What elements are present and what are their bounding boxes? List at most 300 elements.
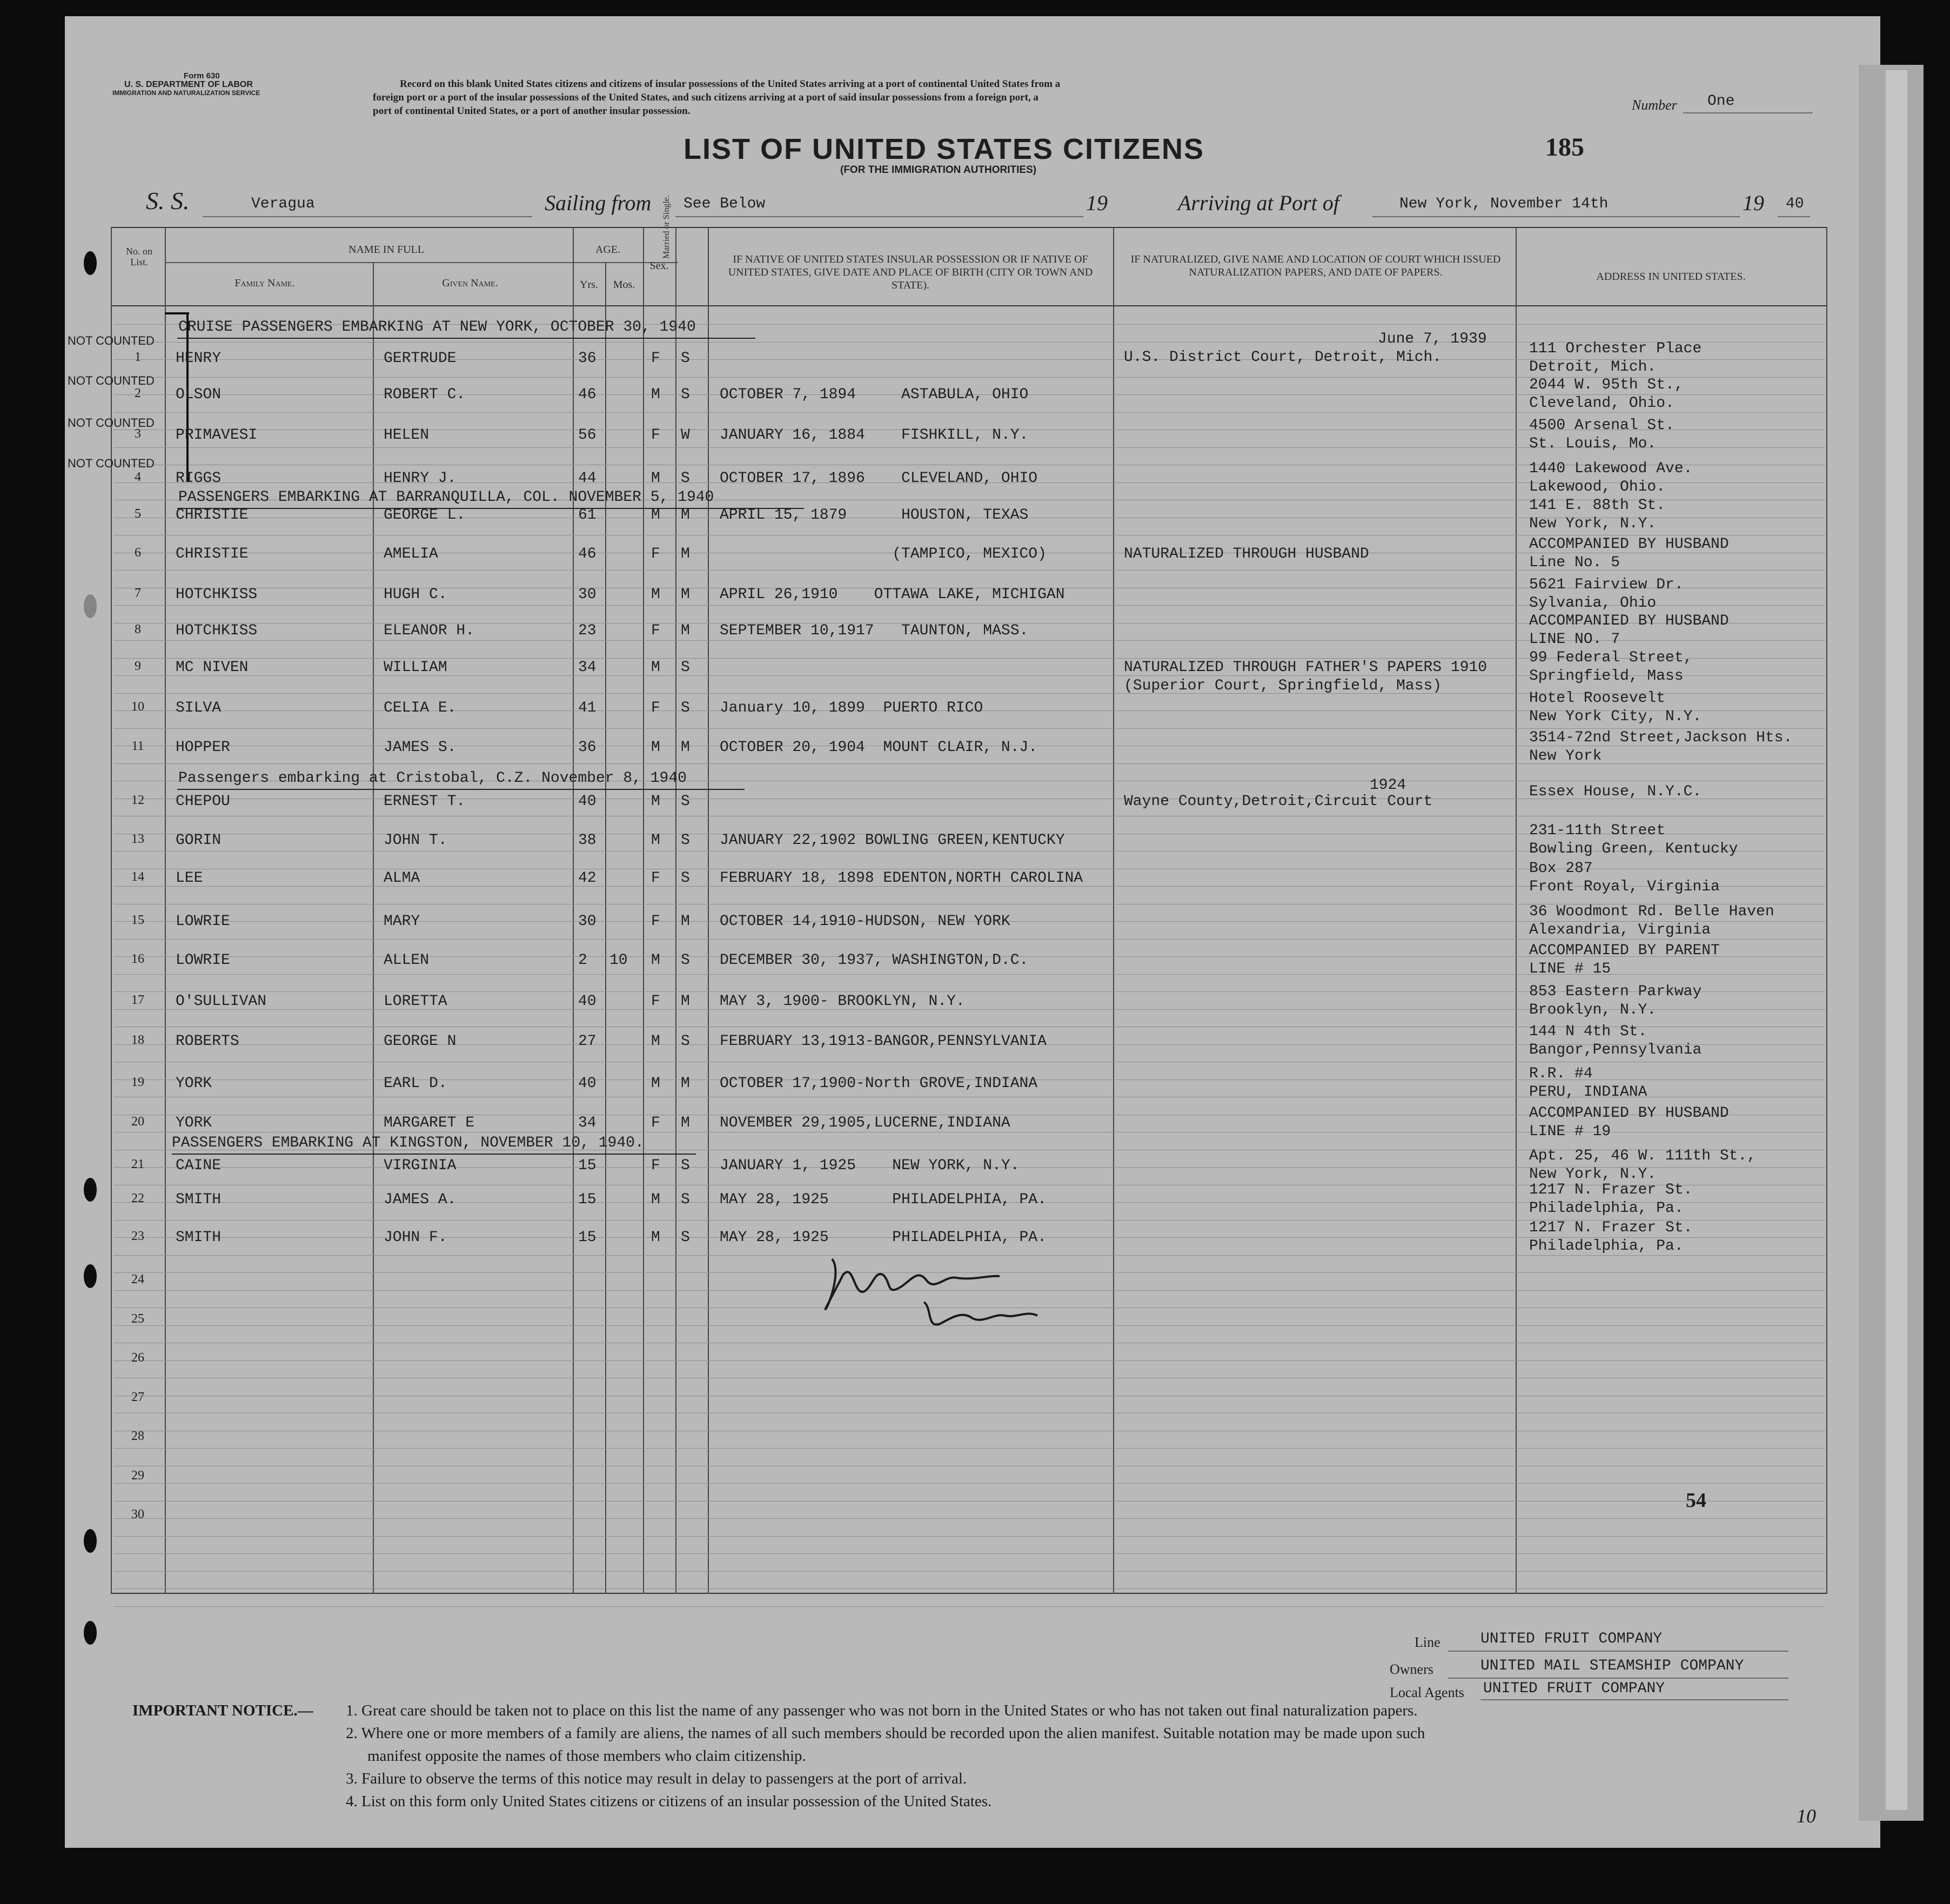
address-line-1: 141 E. 88th St. [1529,497,1666,514]
row-number: 11 [131,739,144,753]
given-name: JAMES A. [384,1191,457,1208]
col-divider [1516,227,1517,1594]
address-line-1: 3514-72nd Street,Jackson Hts. [1529,729,1793,746]
given-name: ALMA [384,870,420,887]
sex: F [651,1115,660,1131]
sex: M [651,1229,660,1246]
col-divider [605,262,606,1594]
cruise-bracket-top [165,312,189,314]
address-line-1: 4500 Arsenal St. [1529,417,1674,434]
age-years: 30 [578,913,597,930]
given-name: WILLIAM [384,659,447,676]
given-name: LORETTA [384,993,447,1010]
col-divider [643,227,644,1594]
row-number: 8 [135,622,141,636]
birth-info: OCTOBER 14,1910-HUDSON, NEW YORK [720,913,1010,930]
ship-name: Veragua [251,196,315,212]
section-underline [177,338,755,339]
sailing-label: Sailing from [545,191,652,215]
given-name: JAMES S. [384,739,457,756]
ruled-line [113,412,1825,413]
sex: M [651,659,660,676]
given-name: ALLEN [384,952,430,969]
birth-info: JANUARY 1, 1925 NEW YORK, N.Y. [720,1157,1020,1174]
given-name: AMELIA [384,546,438,562]
ruled-line [113,1483,1825,1484]
marital-status: W [681,427,690,444]
sailing-from: See Below [683,196,766,212]
header-no: No. on List. [126,246,152,267]
ruled-line [113,1448,1825,1449]
row-number: 14 [131,870,144,884]
address-line-1: 36 Woodmont Rd. Belle Haven [1529,903,1774,920]
birth-info: SEPTEMBER 10,1917 TAUNTON, MASS. [720,622,1029,639]
given-name: HELEN [384,427,430,444]
name-age-subheader-line [165,262,678,263]
notice-2: 2. Where one or more members of a family are aliens, the names of all such members should be recorded upon the alien manifest. Suitable notation may be made upon such [346,1725,1425,1742]
address-line-2: Detroit, Mich. [1529,359,1657,376]
family-name: HENRY [176,350,222,367]
year-underline [1778,216,1810,217]
sailing-underline [675,216,1083,217]
sex: F [651,622,660,639]
section-underline [177,789,745,790]
corner-mark: 10 [1797,1805,1816,1827]
address-line-2: Bowling Green, Kentucky [1529,841,1738,857]
birth-info: OCTOBER 20, 1904 MOUNT CLAIR, N.J. [720,739,1038,756]
family-name: RIGGS [176,470,222,487]
line-value: UNITED FRUIT COMPANY [1480,1631,1663,1647]
given-name: ERNEST T. [384,793,466,810]
address-line-2: Lakewood, Ohio. [1529,479,1666,495]
address-line-2: LINE NO. 7 [1529,631,1620,648]
page-edge-inner [1886,70,1907,1810]
number-label: Number [1632,97,1677,113]
col-divider [708,227,709,1594]
address-line-2: New York [1529,748,1602,765]
binder-hole [84,1178,97,1202]
row-number: 20 [131,1115,144,1129]
header-address: ADDRESS IN UNITED STATES. [1596,271,1746,283]
row-number: 12 [131,793,144,807]
given-name: ELEANOR H. [384,622,475,639]
family-name: GORIN [176,832,222,849]
birth-info: MAY 3, 1900- BROOKLYN, N.Y. [720,993,965,1010]
family-name: HOTCHKISS [176,622,258,639]
sex: M [651,793,660,810]
marital-status: M [681,1115,690,1131]
sex: M [651,952,660,969]
table-top-border [111,227,1826,228]
family-name: MC NIVEN [176,659,249,676]
address-line-2: LINE # 19 [1529,1123,1611,1140]
family-name: LOWRIE [176,913,230,930]
sex: M [651,1033,660,1050]
row-number: 13 [131,832,144,846]
section-banner: Passengers embarking at Cristobal, C.Z. November 8, 1940 [178,770,687,787]
birth-info: FEBRUARY 13,1913-BANGOR,PENNSYLVANIA [720,1033,1047,1050]
address-line-2: Bangor,Pennsylvania [1529,1042,1702,1058]
birth-info: OCTOBER 17,1900-North GROVE,INDIANA [720,1075,1038,1092]
naturalization-date: (Superior Court, Springfield, Mass) [1124,678,1442,694]
address-line-1: 231-11th Street [1529,822,1666,839]
age-years: 40 [578,993,597,1010]
marital-status: S [681,350,690,367]
year-prefix-2: 19 [1743,191,1764,215]
birth-info: APRIL 15, 1879 HOUSTON, TEXAS [720,507,1029,524]
ruled-line [113,1536,1825,1537]
naturalization-info: NATURALIZED THROUGH HUSBAND [1124,546,1369,562]
ship-underline [203,216,532,217]
marital-status: M [681,993,690,1010]
ruled-line [113,1588,1825,1589]
age-years: 2 [578,952,587,969]
header-mos: Mos. [613,279,635,291]
service: IMMIGRATION AND NATURALIZATION SERVICE [112,89,260,97]
ruled-line [113,1571,1825,1572]
signature [810,1237,1113,1345]
marital-status: S [681,470,690,487]
marital-status: S [681,793,690,810]
marital-status: M [681,1075,690,1092]
form-number: Form 630 [184,71,220,81]
table-bottom-border [111,1593,1827,1594]
binder-hole [84,1621,97,1645]
birth-info: OCTOBER 17, 1896 CLEVELAND, OHIO [720,470,1038,487]
margin-note: NOT COUNTED [68,457,155,470]
age-years: 56 [578,427,597,444]
age-years: 61 [578,507,597,524]
given-name: MARY [384,913,420,930]
section-banner: CRUISE PASSENGERS EMBARKING AT NEW YORK, OCTOBER 30, 1940 [178,319,696,336]
address-line-2: Sylvania, Ohio [1529,595,1657,612]
age-years: 30 [578,586,597,603]
row-number: 1 [135,350,141,364]
line-label: Line [1415,1634,1440,1650]
arriving-underline [1372,216,1740,217]
section-banner: PASSENGERS EMBARKING AT KINGSTON, NOVEMBER 10, 1940. [172,1135,644,1151]
row-number: 30 [131,1507,144,1521]
marital-status: M [681,507,690,524]
row-number: 6 [135,546,141,560]
family-name: LOWRIE [176,952,230,969]
row-number: 27 [131,1390,144,1404]
marital-status: S [681,1229,690,1246]
age-years: 15 [578,1191,597,1208]
ruled-line [113,1553,1825,1554]
family-name: ROBERTS [176,1033,239,1050]
address-line-1: 853 Eastern Parkway [1529,983,1702,1000]
marital-status: S [681,659,690,676]
header-family: Family Name. [234,277,295,289]
birth-info: OCTOBER 7, 1894 ASTABULA, OHIO [720,386,1029,403]
address-line-2: PERU, INDIANA [1529,1084,1647,1101]
age-years: 36 [578,350,597,367]
header-age: AGE. [595,244,621,256]
family-name: OLSON [176,386,222,403]
age-years: 36 [578,739,597,756]
row-number: 23 [131,1229,144,1243]
header-married: Married or Single. [662,195,671,259]
row-number: 2 [135,386,141,400]
owners-underline [1448,1678,1788,1679]
age-months: 10 [609,952,628,969]
page-subtitle: (FOR THE IMMIGRATION AUTHORITIES) [840,164,1037,176]
address-line-1: 1217 N. Frazer St. [1529,1219,1693,1236]
ruled-line [113,1518,1825,1519]
row-number: 21 [131,1157,144,1171]
address-line-1: Essex House, N.Y.C. [1529,783,1702,800]
family-name: CHRISTIE [176,546,249,562]
address-line-1: Apt. 25, 46 W. 111th St., [1529,1148,1757,1164]
naturalization-info: NATURALIZED THROUGH FATHER'S PAPERS 1910 [1124,659,1487,676]
given-name: GEORGE L. [384,507,466,524]
ruled-line [113,939,1825,940]
marital-status: S [681,386,690,403]
birth-info: MAY 28, 1925 PHILADELPHIA, PA. [720,1191,1047,1208]
binder-hole [84,1529,97,1553]
binder-hole [84,1264,97,1288]
family-name: CHRISTIE [176,507,249,524]
age-years: 34 [578,1115,597,1131]
ruled-line [113,728,1825,729]
given-name: GERTRUDE [384,350,457,367]
table-right-border [1826,227,1827,1594]
notice-label: IMPORTANT NOTICE.— [132,1702,313,1719]
agents-underline [1480,1699,1788,1700]
header-bottom-border [111,305,1826,306]
given-name: ROBERT C. [384,386,466,403]
age-years: 38 [578,832,597,849]
marital-status: S [681,1191,690,1208]
header-name: NAME IN FULL [349,244,424,256]
sex: M [651,739,660,756]
address-line-2: Springfield, Mass [1529,668,1684,685]
age-years: 23 [578,622,597,639]
family-name: SILVA [176,700,222,716]
age-years: 46 [578,546,597,562]
address-line-1: Box 287 [1529,860,1593,877]
naturalization-info: Wayne County,Detroit,Circuit Court [1124,793,1433,810]
address-line-1: ACCOMPANIED BY PARENT [1529,942,1720,959]
given-name: JOHN F. [384,1229,447,1246]
row-number: 26 [131,1351,144,1365]
notice-4: 4. List on this form only United States citizens or citizens of an insular possession of the United States. [346,1793,992,1810]
marital-status: S [681,1157,690,1174]
row-number: 4 [135,470,141,484]
given-name: MARGARET E [384,1115,475,1131]
marital-status: S [681,1033,690,1050]
address-line-1: 2044 W. 95th St., [1529,377,1684,393]
arriving-port: New York, November 14th [1399,196,1609,212]
ruled-line [113,1360,1825,1361]
header-sex: Sex. [649,260,669,272]
marital-status: M [681,739,690,756]
given-name: HENRY J. [384,470,457,487]
address-line-1: 1217 N. Frazer St. [1529,1182,1693,1198]
sex: M [651,1075,660,1092]
address-line-2: LINE # 15 [1529,961,1611,977]
signature-text [821,1264,825,1265]
owners-value: UNITED MAIL STEAMSHIP COMPANY [1480,1658,1744,1674]
sex: F [651,913,660,930]
given-name: EARL D. [384,1075,447,1092]
instruction-line-1: Record on this blank United States citizens and citizens of insular possessions of the United States arriving at a port of continental United States from a [400,78,1061,90]
header-yrs: Yrs. [580,279,598,291]
binder-hole [84,251,97,275]
row-number: 3 [135,427,141,441]
instruction-line-2: foreign port or a port of the insular possessions of the United States, and such citizens arriving at a port of said insular possessions from a foreign port, a [373,92,1038,103]
address-line-2: New York, N.Y. [1529,515,1657,532]
row-number: 7 [135,586,141,600]
naturalization-date: 1924 [1370,777,1406,794]
binder-hole [84,594,97,618]
row-number: 22 [131,1191,144,1205]
family-name: SMITH [176,1229,222,1246]
col-divider [573,227,574,1594]
row-number: 10 [131,700,144,714]
section-banner: PASSENGERS EMBARKING AT BARRANQUILLA, COL. NOVEMBER 5, 1940 [178,489,714,506]
notice-1: 1. Great care should be taken not to place on this list the name of any passenger who was not born in the United States or who has not taken out final naturalization papers. [346,1702,1418,1719]
family-name: YORK [176,1115,212,1131]
sex: F [651,870,660,887]
row-number: 29 [131,1469,144,1483]
section-underline [177,508,804,509]
instruction-line-3: port of continental United States, or a port of another insular possession. [373,105,691,117]
header-birth: IF NATIVE OF UNITED STATES INSULAR POSSESSION OR IF NATIVE OF UNITED STATES, GIVE DATE AND PLACE OF BIRTH (CITY OR TOWN AND STATE). [728,253,1093,291]
sex: F [651,993,660,1010]
family-name: YORK [176,1075,212,1092]
row-number: 17 [131,993,144,1007]
col-divider [1113,227,1114,1594]
birth-info: JANUARY 22,1902 BOWLING GREEN,KENTUCKY [720,832,1065,849]
age-years: 40 [578,1075,597,1092]
address-line-1: Hotel Roosevelt [1529,690,1666,707]
age-years: 46 [578,386,597,403]
family-name: LEE [176,870,203,887]
marital-status: S [681,700,690,716]
department: U. S. DEPARTMENT OF LABOR [124,80,253,89]
notice-2-cont: manifest opposite the names of those members who claim citizenship. [367,1747,806,1765]
address-line-1: 111 Orchester Place [1529,340,1702,357]
family-name: HOTCHKISS [176,586,258,603]
col-divider [675,227,676,1594]
address-line-1: ACCOMPANIED BY HUSBAND [1529,613,1729,629]
year-prefix-1: 19 [1086,191,1108,215]
given-name: CELIA E. [384,700,457,716]
address-line-1: ACCOMPANIED BY HUSBAND [1529,1105,1729,1122]
page-number: 54 [1686,1489,1706,1512]
sex: F [651,350,660,367]
age-years: 40 [578,793,597,810]
family-name: HOPPER [176,739,230,756]
birth-info: APRIL 26,1910 OTTAWA LAKE, MICHIGAN [720,586,1065,603]
birth-info: (TAMPICO, MEXICO) [720,546,1047,562]
row-number: 9 [135,659,141,673]
number-underline [1683,112,1813,113]
number-value: One [1707,93,1735,110]
age-years: 15 [578,1157,597,1174]
address-line-1: ACCOMPANIED BY HUSBAND [1529,536,1729,553]
address-line-2: New York, N.Y. [1529,1166,1657,1183]
birth-info: FEBRUARY 18, 1898 EDENTON,NORTH CAROLINA [720,870,1083,887]
page-stamp: 185 [1545,133,1584,162]
sex: F [651,1157,660,1174]
section-underline [172,1154,696,1155]
naturalization-date: June 7, 1939 [1378,331,1487,347]
sex: F [651,546,660,562]
margin-note: NOT COUNTED [68,374,155,387]
marital-status: M [681,586,690,603]
address-line-2: Front Royal, Virginia [1529,879,1720,895]
age-years: 41 [578,700,597,716]
row-number: 28 [131,1429,144,1443]
address-line-2: Alexandria, Virginia [1529,922,1711,938]
address-line-2: Brooklyn, N.Y. [1529,1002,1657,1018]
given-name: VIRGINIA [384,1157,457,1174]
header-given: Given Name. [442,277,498,289]
marital-status: M [681,546,690,562]
table-left-border [111,227,112,1594]
row-number: 5 [135,507,141,521]
given-name: JOHN T. [384,832,447,849]
birth-info: NOVEMBER 29,1905,LUCERNE,INDIANA [720,1115,1010,1131]
row-number: 25 [131,1312,144,1326]
given-name: GEORGE N [384,1033,457,1050]
row-number: 15 [131,913,144,927]
agents-value: UNITED FRUIT COMPANY [1483,1680,1665,1697]
age-years: 42 [578,870,597,887]
address-line-1: 1440 Lakewood Ave. [1529,460,1693,477]
address-line-1: R.R. #4 [1529,1065,1593,1082]
col-divider [165,227,166,1594]
address-line-2: St. Louis, Mo. [1529,435,1657,452]
family-name: SMITH [176,1191,222,1208]
age-years: 27 [578,1033,597,1050]
margin-note: NOT COUNTED [68,334,155,347]
given-name: HUGH C. [384,586,447,603]
ruled-line [113,1606,1825,1607]
naturalization-info: U.S. District Court, Detroit, Mich. [1124,349,1442,366]
address-line-1: 5621 Fairview Dr. [1529,576,1684,593]
marital-status: M [681,913,690,930]
address-line-1: 144 N 4th St. [1529,1023,1647,1040]
sex: M [651,507,660,524]
agents-label: Local Agents [1390,1685,1464,1700]
family-name: CAINE [176,1157,222,1174]
address-line-2: Cleveland, Ohio. [1529,395,1674,412]
arriving-label: Arriving at Port of [1178,191,1339,215]
page-title: LIST OF UNITED STATES CITIZENS [683,133,1204,165]
owners-label: Owners [1390,1661,1433,1677]
margin-note: NOT COUNTED [68,416,155,430]
row-number: 24 [131,1272,144,1286]
row-number: 16 [131,952,144,966]
birth-info: DECEMBER 30, 1937, WASHINGTON,D.C. [720,952,1029,969]
address-line-2: Philadelphia, Pa. [1529,1238,1684,1255]
sex: M [651,1191,660,1208]
age-years: 34 [578,659,597,676]
marital-status: S [681,870,690,887]
birth-info: January 10, 1899 PUERTO RICO [720,700,983,716]
sex: M [651,470,660,487]
birth-info: JANUARY 16, 1884 FISHKILL, N.Y. [720,427,1029,444]
notice-3: 3. Failure to observe the terms of this notice may result in delay to passengers at the port of arrival. [346,1770,967,1787]
age-years: 15 [578,1229,597,1246]
sex: M [651,832,660,849]
sex: M [651,386,660,403]
header-naturalized: IF NATURALIZED, GIVE NAME AND LOCATION OF COURT WHICH ISSUED NATURALIZATION PAPERS, AND DATE OF PAPERS. [1130,253,1501,278]
